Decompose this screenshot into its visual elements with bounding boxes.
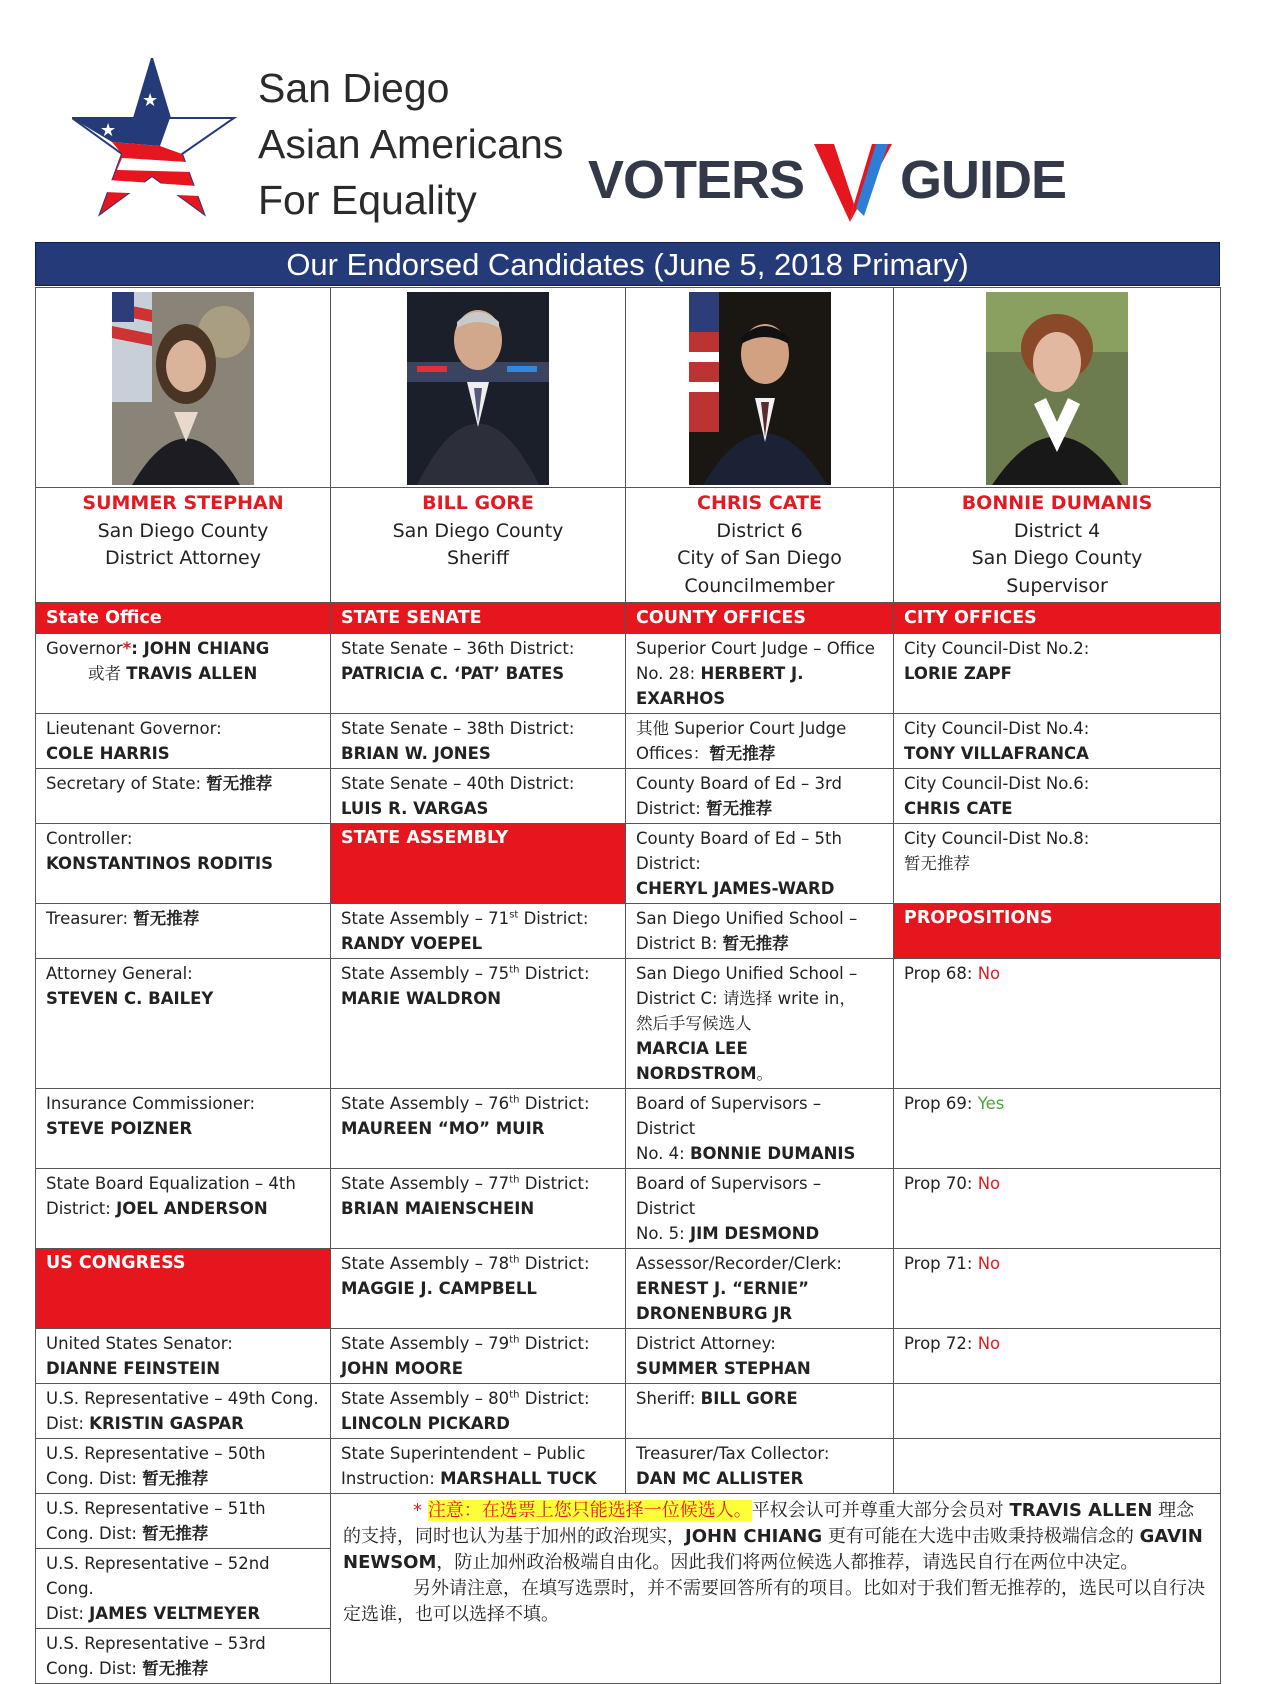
us-rep-53-cell: [36, 1629, 331, 1684]
board-supervisors-5-value: JIM DESMOND: [689, 1224, 820, 1243]
us-rep-51-label-2: Cong. Dist:: [46, 1524, 137, 1543]
prop-68-cell: [894, 959, 1221, 1089]
candidate-name: BONNIE DUMANIS: [961, 492, 1153, 514]
board-supervisors-4-value: BONNIE DUMANIS: [689, 1144, 856, 1163]
insurance-commissioner-label: Insurance Commissioner:: [46, 1094, 256, 1113]
endorsement-row: [36, 1089, 1221, 1169]
note-text-1d: ，防止加州政治极端自由化。因此我们将两位候选人都推荐，请选民自行在两位中决定。: [436, 1552, 1139, 1573]
secretary-of-state-cell: [36, 769, 331, 824]
assembly-75-value: MARIE WALDRON: [341, 989, 502, 1008]
endorsement-row: [36, 769, 1221, 824]
assembly-80-cell: [331, 1384, 626, 1439]
city-council-4-value: TONY VILLAFRANCA: [904, 744, 1089, 763]
assessor-value: ERNEST J. “ERNIE”: [636, 1279, 809, 1298]
ballot-note: [331, 1494, 1221, 1684]
senate-38-cell: [331, 714, 626, 769]
candidate-office-line: San Diego County: [97, 519, 269, 542]
note-text-1b: 理念的支持，同时也认为基于加州的政治现实，: [343, 1500, 1195, 1547]
us-rep-49-cell: [36, 1384, 331, 1439]
city-council-2-value: LORIE ZAPF: [904, 664, 1012, 683]
superior-court-other-label-2: Offices：: [636, 744, 710, 763]
assembly-77-cell: [331, 1169, 626, 1249]
endorsement-row: [36, 959, 1221, 1089]
city-council-2-cell: [894, 634, 1221, 714]
county-board-ed-5-value: CHERYL JAMES-WARD: [636, 879, 835, 898]
sd-unified-c-label: San Diego Unified School –: [636, 964, 858, 983]
us-senator-cell: [36, 1329, 331, 1384]
sd-unified-c-end: 。: [756, 1064, 774, 1083]
prop-70-label: Prop 70:: [904, 1174, 973, 1193]
county-board-ed-3-label-2: District:: [636, 799, 701, 818]
superior-court-other-cell: [626, 714, 894, 769]
bill-gore-photo: [407, 292, 549, 485]
us-rep-53-label-2: Cong. Dist:: [46, 1659, 137, 1678]
treasurer-tax-collector-label: Treasurer/Tax Collector:: [636, 1444, 830, 1463]
city-council-4-cell: [894, 714, 1221, 769]
assembly-76-label: State Assembly – 76th District:: [341, 1094, 590, 1113]
treasurer-tax-collector-value: DAN MC ALLISTER: [636, 1469, 804, 1488]
voters-word: VOTERS: [588, 150, 805, 210]
candidate-card: [626, 488, 894, 603]
org-line-2: Asian Americans: [258, 121, 564, 167]
candidate-card: [331, 488, 626, 603]
assembly-71-cell: [331, 904, 626, 959]
prop-70-cell: [894, 1169, 1221, 1249]
insurance-commissioner-cell: [36, 1089, 331, 1169]
section-propositions: PROPOSITIONS: [894, 904, 1221, 959]
endorsements-banner: Our Endorsed Candidates (June 5, 2018 Primary): [35, 242, 1220, 286]
assembly-75-cell: [331, 959, 626, 1089]
candidate-office-line: District 6: [716, 519, 803, 542]
senate-40-label: State Senate – 40th District:: [341, 774, 575, 793]
candidate-office-line: Councilmember: [684, 574, 835, 597]
governor-cell: [36, 634, 331, 714]
candidate-photo-cell: [331, 288, 626, 488]
governor-or: 或者: [88, 664, 121, 683]
assembly-75-label: State Assembly – 75th District:: [341, 964, 590, 983]
city-council-8-label: City Council-Dist No.8:: [904, 829, 1090, 848]
sheriff-label: Sheriff:: [636, 1389, 696, 1408]
note-text-1a: 平权会认可并尊重大部分会员对: [751, 1500, 1004, 1521]
us-rep-50-cell: [36, 1439, 331, 1494]
us-rep-51-value: 暂无推荐: [142, 1524, 209, 1543]
section-city-offices: CITY OFFICES: [894, 603, 1221, 634]
prop-70-vote: No: [977, 1174, 1001, 1193]
org-line-1: San Diego: [258, 65, 450, 111]
note-name-1: TRAVIS ALLEN: [1009, 1500, 1153, 1521]
governor-label: Governor: [46, 639, 123, 658]
endorsement-row: [36, 714, 1221, 769]
candidate-photo-cell: [894, 288, 1221, 488]
district-attorney-label: District Attorney:: [636, 1334, 776, 1353]
controller-label: Controller:: [46, 829, 133, 848]
state-superintendent-label: State Superintendent – Public: [341, 1444, 586, 1463]
assembly-71-value: RANDY VOEPEL: [341, 934, 483, 953]
section-state-office: State Office: [36, 603, 331, 634]
endorsement-row: [36, 1169, 1221, 1249]
attorney-general-label: Attorney General:: [46, 964, 193, 983]
assembly-79-label: State Assembly – 79th District:: [341, 1334, 590, 1353]
sd-unified-b-label: San Diego Unified School –: [636, 909, 858, 928]
assessor-label: Assessor/Recorder/Clerk:: [636, 1254, 842, 1273]
v-check-icon: [810, 138, 894, 222]
prop-71-label: Prop 71:: [904, 1254, 973, 1273]
us-rep-49-value: KRISTIN GASPAR: [89, 1414, 244, 1433]
assembly-76-cell: [331, 1089, 626, 1169]
assembly-78-label: State Assembly – 78th District:: [341, 1254, 590, 1273]
prop-72-label: Prop 72:: [904, 1334, 973, 1353]
us-rep-51-label: U.S. Representative – 51th: [46, 1499, 266, 1518]
us-senator-value: DIANNE FEINSTEIN: [46, 1359, 221, 1378]
note-text-1c: 更有可能在大选中击败秉持极端信念的: [827, 1526, 1134, 1547]
city-council-2-label: City Council-Dist No.2:: [904, 639, 1090, 658]
section-state-assembly: STATE ASSEMBLY: [331, 824, 626, 904]
us-rep-52-cell: [36, 1549, 331, 1629]
superior-court-28-cell: [626, 634, 894, 714]
assessor-cell: [626, 1249, 894, 1329]
us-rep-52-label: U.S. Representative – 52nd Cong.: [46, 1554, 270, 1598]
us-rep-49-label-2: Dist:: [46, 1414, 84, 1433]
attorney-general-value: STEVEN C. BAILEY: [46, 989, 214, 1008]
page-header: [0, 0, 1275, 240]
state-superintendent-cell: [331, 1439, 626, 1494]
us-rep-50-label-2: Cong. Dist:: [46, 1469, 137, 1488]
candidate-name: SUMMER STEPHAN: [82, 492, 284, 514]
state-superintendent-value: MARSHALL TUCK: [440, 1469, 597, 1488]
superior-court-28-value: HERBERT J. EXARHOS: [636, 664, 804, 708]
us-rep-53-value: 暂无推荐: [142, 1659, 209, 1678]
senate-40-cell: [331, 769, 626, 824]
board-supervisors-5-cell: [626, 1169, 894, 1249]
endorsement-row: [36, 824, 1221, 904]
us-rep-52-value: JAMES VELTMEYER: [89, 1604, 261, 1623]
prop-69-vote: Yes: [977, 1094, 1005, 1113]
treasurer-value: 暂无推荐: [133, 909, 200, 928]
candidate-office-line: Sheriff: [447, 547, 509, 569]
board-equalization-label: State Board Equalization – 4th: [46, 1174, 296, 1193]
note-asterisk: *: [413, 1500, 422, 1521]
candidate-office-line: District Attorney: [105, 547, 261, 569]
senate-40-value: LUIS R. VARGAS: [341, 799, 489, 818]
empty-cell: [894, 1384, 1221, 1439]
candidate-office-line: District 4: [1013, 519, 1101, 542]
candidate-photo-cell: [626, 288, 894, 488]
secretary-of-state-label: Secretary of State:: [46, 774, 202, 793]
assembly-78-value: MAGGIE J. CAMPBELL: [341, 1279, 537, 1298]
candidate-photo-cell: [36, 288, 331, 488]
insurance-commissioner-value: STEVE POIZNER: [46, 1119, 193, 1138]
endorsement-row: [36, 1439, 1221, 1494]
board-supervisors-4-label: Board of Supervisors – District: [636, 1094, 822, 1138]
assembly-80-value: LINCOLN PICKARD: [341, 1414, 510, 1433]
note-name-3: GAVIN NEWSOM: [343, 1526, 1203, 1573]
superior-court-28-label: Superior Court Judge – Office: [636, 639, 875, 658]
candidate-office-line: Supervisor: [1006, 574, 1108, 597]
treasurer-tax-collector-cell: [626, 1439, 894, 1494]
senate-36-value: PATRICIA C. ‘PAT’ BATES: [341, 664, 565, 683]
senate-36-cell: [331, 634, 626, 714]
empty-cell: [894, 1439, 1221, 1494]
prop-72-vote: No: [977, 1334, 1001, 1353]
lt-governor-value: COLE HARRIS: [46, 744, 170, 763]
district-attorney-cell: [626, 1329, 894, 1384]
prop-69-label: Prop 69:: [904, 1094, 973, 1113]
assembly-77-label: State Assembly – 77th District:: [341, 1174, 590, 1193]
county-board-ed-3-label: County Board of Ed – 3rd: [636, 774, 843, 793]
organization-name: [258, 60, 563, 228]
sd-unified-b-value: 暂无推荐: [722, 934, 789, 953]
endorsement-row: [36, 1329, 1221, 1384]
photo-row: [36, 288, 1221, 488]
assembly-77-value: BRIAN MAIENSCHEIN: [341, 1199, 535, 1218]
city-council-6-value: CHRIS CATE: [904, 799, 1013, 818]
lt-governor-cell: [36, 714, 331, 769]
sd-unified-c-label-3: 然后手写候选人: [636, 1014, 752, 1033]
section-us-congress: US CONGRESS: [36, 1249, 331, 1329]
sheriff-value: BILL GORE: [700, 1389, 798, 1408]
candidate-office-line: City of San Diego: [677, 547, 842, 569]
prop-72-cell: [894, 1329, 1221, 1384]
us-rep-50-label: U.S. Representative – 50th: [46, 1444, 266, 1463]
controller-cell: [36, 824, 331, 904]
assembly-80-label: State Assembly – 80th District:: [341, 1389, 590, 1408]
us-rep-53-label: U.S. Representative – 53rd: [46, 1634, 266, 1653]
endorsements-table: [35, 287, 1221, 1684]
sd-unified-c-label-2: District C: 请选择 write in，: [636, 989, 856, 1008]
svg-text:★: ★: [142, 90, 159, 111]
candidate-card: [894, 488, 1221, 603]
sd-unified-c-cell: [626, 959, 894, 1089]
assessor-value-2: DRONENBURG JR: [636, 1304, 793, 1323]
city-council-8-value: 暂无推荐: [904, 854, 970, 873]
senate-38-label: State Senate – 38th District:: [341, 719, 575, 738]
candidate-name: CHRIS CATE: [697, 492, 822, 514]
endorsement-row: [36, 634, 1221, 714]
assembly-79-value: JOHN MOORE: [341, 1359, 463, 1378]
endorsement-row: [36, 1384, 1221, 1439]
county-board-ed-3-cell: [626, 769, 894, 824]
superior-court-other-label: 其他 Superior Court Judge: [636, 719, 847, 738]
board-supervisors-5-label: Board of Supervisors – District: [636, 1174, 822, 1218]
voters-guide-logo: [588, 138, 1066, 222]
assembly-78-cell: [331, 1249, 626, 1329]
us-rep-51-cell: [36, 1494, 331, 1549]
note-text-2: 另外请注意，在填写选票时，并不需要回答所有的项目。比如对于我们暂无推荐的，选民可以自行决定选谁，也可以选择不填。: [343, 1578, 1205, 1625]
governor-value: : JOHN CHIANG: [131, 639, 270, 658]
county-board-ed-5-label: County Board of Ed – 5th: [636, 829, 842, 848]
county-board-ed-5-label-2: District:: [636, 854, 701, 873]
city-council-8-cell: [894, 824, 1221, 904]
state-superintendent-label-2: Instruction:: [341, 1469, 435, 1488]
candidate-office-line: San Diego County: [971, 547, 1143, 569]
attorney-general-cell: [36, 959, 331, 1089]
chris-cate-photo: [689, 292, 831, 485]
prop-68-label: Prop 68:: [904, 964, 973, 983]
endorsement-row: [36, 904, 1221, 959]
candidate-office-line: San Diego County: [392, 519, 564, 542]
us-rep-52-label-2: Dist:: [46, 1604, 84, 1623]
sheriff-cell: [626, 1384, 894, 1439]
endorsement-row: [36, 1249, 1221, 1329]
section-county-offices: COUNTY OFFICES: [626, 603, 894, 634]
summer-stephan-photo: [112, 292, 254, 485]
bonnie-dumanis-photo: [986, 292, 1128, 485]
city-council-6-cell: [894, 769, 1221, 824]
note-highlight: 注意：在选票上您只能选择一位候选人。: [427, 1500, 752, 1521]
board-supervisors-4-cell: [626, 1089, 894, 1169]
city-council-4-label: City Council-Dist No.4:: [904, 719, 1090, 738]
governor-alt-value: TRAVIS ALLEN: [126, 664, 258, 683]
treasurer-cell: [36, 904, 331, 959]
superior-court-28-label-2: No. 28:: [636, 664, 696, 683]
district-attorney-value: SUMMER STEPHAN: [636, 1359, 811, 1378]
prop-71-vote: No: [977, 1254, 1001, 1273]
sd-unified-b-label-2: District B:: [636, 934, 718, 953]
senate-36-label: State Senate – 36th District:: [341, 639, 575, 658]
sd-unified-b-cell: [626, 904, 894, 959]
section-header-row: [36, 603, 1221, 634]
org-line-3: For Equality: [258, 177, 477, 223]
assembly-79-cell: [331, 1329, 626, 1384]
candidate-card: [36, 488, 331, 603]
candidate-name-row: [36, 488, 1221, 603]
endorsement-row: [36, 1494, 1221, 1549]
guide-word: GUIDE: [900, 150, 1067, 210]
assembly-76-value: MAUREEN “MO” MUIR: [341, 1119, 545, 1138]
city-council-6-label: City Council-Dist No.6:: [904, 774, 1090, 793]
board-equalization-cell: [36, 1169, 331, 1249]
note-name-2: JOHN CHIANG: [685, 1526, 823, 1547]
board-equalization-value: JOEL ANDERSON: [116, 1199, 268, 1218]
prop-69-cell: [894, 1089, 1221, 1169]
svg-text:★: ★: [100, 120, 117, 141]
county-board-ed-3-value: 暂无推荐: [706, 799, 773, 818]
governor-asterisk: *: [122, 639, 132, 658]
county-board-ed-5-cell: [626, 824, 894, 904]
prop-71-cell: [894, 1249, 1221, 1329]
us-rep-49-label: U.S. Representative – 49th Cong.: [46, 1389, 319, 1408]
us-senator-label: United States Senator:: [46, 1334, 233, 1353]
sd-unified-c-value: MARCIA LEE NORDSTROM: [636, 1039, 757, 1083]
treasurer-label: Treasurer:: [46, 909, 129, 928]
candidate-name: BILL GORE: [422, 492, 534, 514]
controller-value: KONSTANTINOS RODITIS: [46, 854, 274, 873]
prop-68-vote: No: [977, 964, 1001, 983]
section-state-senate: STATE SENATE: [331, 603, 626, 634]
senate-38-value: BRIAN W. JONES: [341, 744, 491, 763]
star-logo-icon: [72, 58, 242, 218]
lt-governor-label: Lieutenant Governor:: [46, 719, 222, 738]
assembly-71-label: State Assembly – 71st District:: [341, 909, 589, 928]
board-supervisors-4-label-2: No. 4:: [636, 1144, 685, 1163]
secretary-of-state-value: 暂无推荐: [206, 774, 273, 793]
board-equalization-label-2: District:: [46, 1199, 111, 1218]
superior-court-other-value: 暂无推荐: [709, 744, 776, 763]
us-rep-50-value: 暂无推荐: [142, 1469, 209, 1488]
board-supervisors-5-label-2: No. 5:: [636, 1224, 685, 1243]
